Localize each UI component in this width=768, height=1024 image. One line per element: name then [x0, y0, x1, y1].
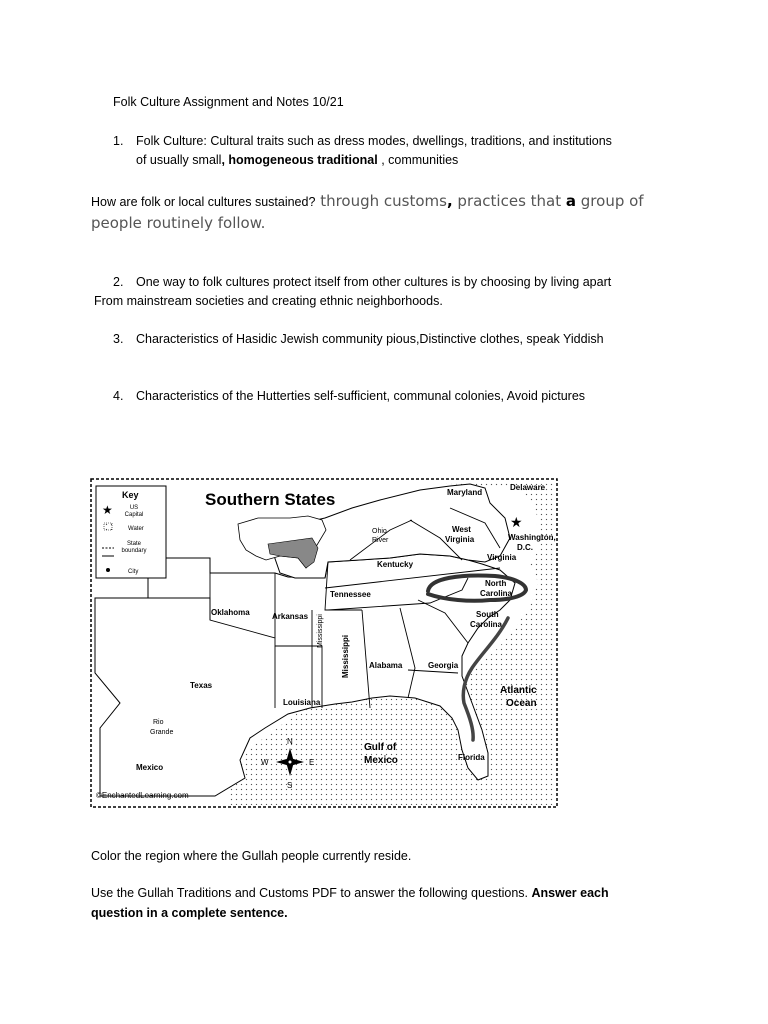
label-delaware: Delaware — [510, 483, 546, 492]
label-north-carolina-1: North — [485, 579, 507, 588]
svg-text:E: E — [309, 758, 315, 767]
item-number: 2. — [113, 275, 124, 289]
hasidic-characteristics: Characteristics of Hasidic Jewish community pious,Distinctive clothes, speak Yiddish — [136, 332, 604, 346]
label-maryland: Maryland — [447, 488, 483, 497]
item-number: 3. — [113, 332, 124, 346]
label-kentucky: Kentucky — [377, 560, 414, 569]
key-water: Water — [128, 526, 144, 532]
water-swatch-icon — [104, 523, 112, 530]
label-washington-1: Washington, — [508, 533, 556, 542]
label-south-carolina-1: South — [476, 610, 499, 619]
southern-states-map — [90, 478, 558, 808]
question-answer-cont: people routinely follow. — [91, 214, 266, 232]
svg-text:W: W — [261, 758, 269, 767]
city-dot-icon — [106, 568, 110, 572]
key-boundary-line2: boundary — [121, 548, 147, 554]
label-louisiana: Louisiana — [283, 698, 321, 707]
label-rio-grande-2: Grande — [150, 729, 174, 736]
label-atlantic-1: Atlantic — [500, 685, 537, 696]
key-boundary-line1: State — [126, 541, 142, 547]
item-number: 4. — [113, 389, 124, 403]
question-sustained: How are folk or local cultures sustained? through customs, practices that a group of — [91, 192, 644, 210]
label-south-carolina-2: Carolina — [470, 620, 503, 629]
capital-star-icon: ★ — [510, 514, 523, 530]
label-ohio-river-2: River — [372, 537, 389, 544]
label-west-virginia-2: Virginia — [445, 535, 475, 544]
instruction-color-region: Color the region where the Gullah people currently reside. — [91, 849, 412, 863]
label-rio-grande-1: Rio — [153, 719, 164, 726]
label-virginia: Virginia — [487, 553, 517, 562]
svg-text:S: S — [287, 781, 293, 790]
label-ohio-river-1: Ohio — [372, 528, 387, 535]
page-title: Folk Culture Assignment and Notes 10/21 — [113, 95, 344, 109]
key-city: City — [128, 569, 139, 575]
label-gulf-1: Gulf of — [364, 742, 397, 753]
label-oklahoma: Oklahoma — [211, 608, 250, 617]
map-credit: ©EnchantedLearning.com — [96, 791, 189, 800]
label-mississippi-river: Mississippi — [317, 614, 324, 648]
label-atlantic-2: Ocean — [506, 698, 537, 709]
instruction-answer-cont: question in a complete sentence. — [91, 906, 288, 920]
label-florida: Florida — [458, 753, 485, 762]
item-number: 1. — [113, 134, 124, 148]
folk-culture-definition-cont: of usually small, homogeneous traditional , communities — [136, 153, 459, 167]
svg-text:N: N — [287, 737, 293, 746]
folk-culture-definition: Folk Culture: Cultural traits such as dress modes, dwellings, traditions, and institutions — [136, 134, 612, 148]
key-capital-line1: US — [129, 505, 139, 511]
label-tennessee: Tennessee — [330, 590, 371, 599]
label-washington-2: D.C. — [517, 543, 533, 552]
star-icon: ★ — [102, 503, 113, 517]
key-title: Key — [122, 490, 139, 500]
label-arkansas: Arkansas — [272, 612, 309, 621]
label-north-carolina-2: Carolina — [480, 589, 513, 598]
label-texas: Texas — [190, 681, 213, 690]
folk-protection-text-cont: From mainstream societies and creating ethnic neighborhoods. — [94, 294, 443, 308]
label-georgia: Georgia — [428, 661, 459, 670]
label-west-virginia-1: West — [452, 525, 471, 534]
label-mexico: Mexico — [136, 763, 164, 772]
map-title: Southern States — [205, 490, 336, 509]
label-alabama: Alabama — [369, 661, 403, 670]
label-mississippi: Mississippi — [341, 634, 350, 678]
key-capital-line2: Capital — [124, 512, 144, 518]
folk-protection-text: One way to folk cultures protect itself from other cultures is by choosing by living apart — [136, 275, 612, 289]
label-gulf-2: Mexico — [364, 755, 398, 766]
instruction-answer: Use the Gullah Traditions and Customs PDF to answer the following questions. Answer each — [91, 886, 609, 900]
hutterites-characteristics: Characteristics of the Hutterties self-sufficient, communal colonies, Avoid pictures — [136, 389, 586, 403]
